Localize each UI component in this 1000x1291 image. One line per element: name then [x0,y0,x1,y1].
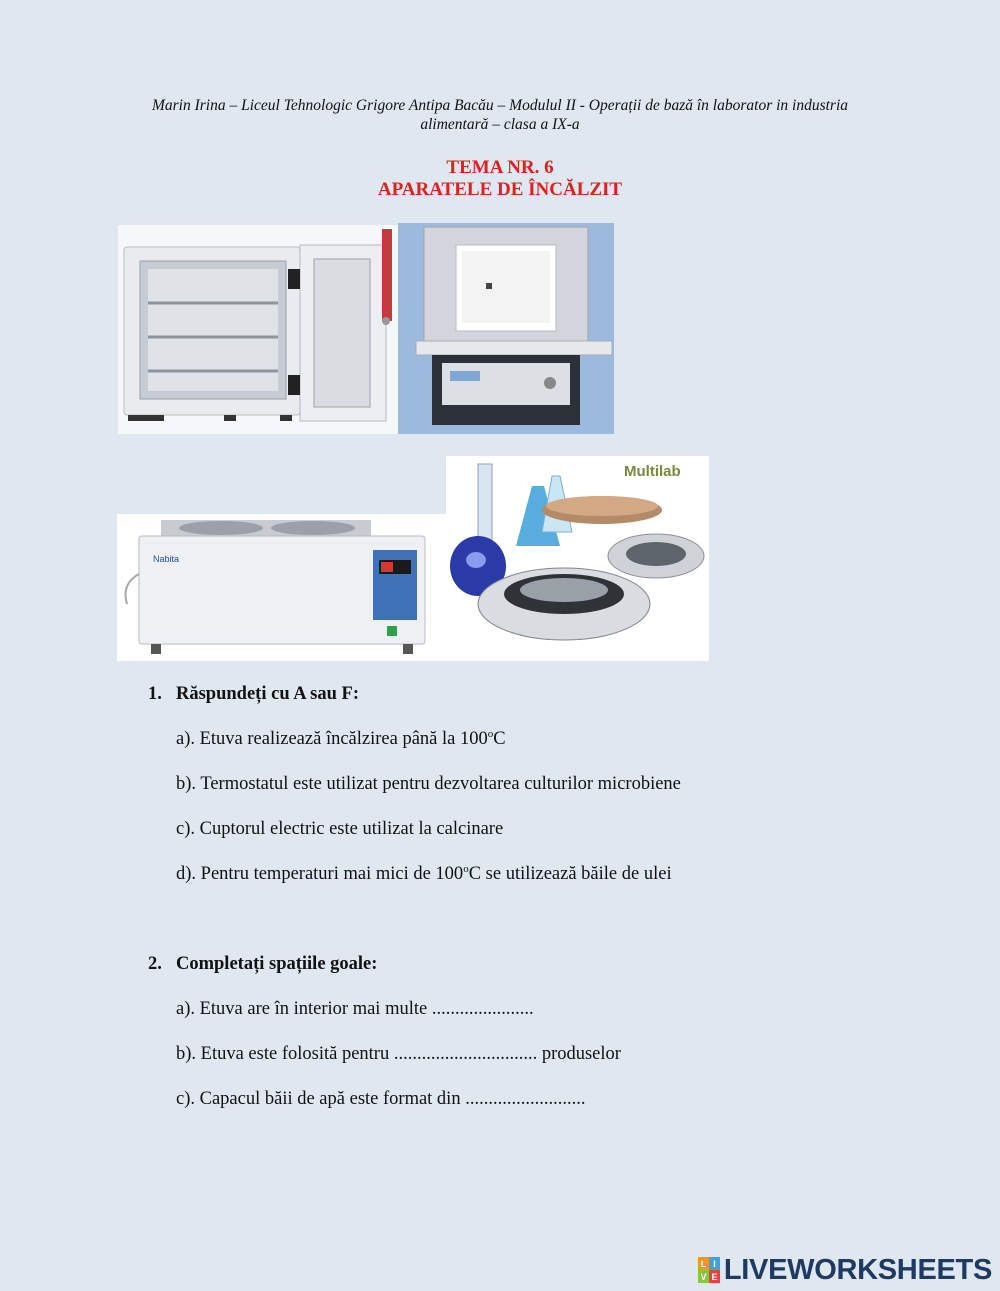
item-b-text: b). Termostatul este utilizat pentru dezvoltarea culturilor microbiene [176,774,681,794]
item-c-text: c). Cuptorul electric este utilizat la calcinare [176,819,504,839]
question-1-number: 1. [148,684,162,704]
muffle-furnace-image [398,223,614,434]
question-1-heading [148,684,359,705]
svg-text:I: I [713,1259,716,1269]
degree-sign: o [463,863,469,875]
question-1-item-a [176,729,506,750]
liveworksheets-logo [698,1253,992,1287]
svg-text:V: V [700,1272,707,1282]
question-2-number: 2. [148,954,162,974]
item-d-text: d). Pentru temperaturi mai mici de 100 [176,864,464,884]
title-line-2: APARATELE DE ÎNCĂLZIT [377,179,623,200]
question-1-text: Răspundeți cu A sau F: [176,684,359,704]
question-2-item-c: c). Capacul băii de apă este format din .......................... [176,1089,586,1109]
multilab-logo-text: Multilab [624,463,681,480]
question-2-text: Completați spațiile goale: [176,954,378,974]
question-2-item-a: a). Etuva are în interior mai multe ...................... [176,999,534,1019]
header-line-1: Marin Irina – Liceul Tehnologic Grigore Antipa Bacău – Modulul II - Operații de bază în laborator in industria [151,97,849,114]
live-badge-icon [698,1257,720,1283]
heating-mantles-image [446,456,709,661]
waterbath-brand-label: Nabita [153,554,180,564]
question-1-item-b [176,774,681,795]
question-1-item-c [176,819,503,840]
water-bath-image [117,514,447,661]
question-2-item-b: b). Etuva este folosită pentru ............................... produselor [176,1044,621,1064]
question-1-item-d [176,864,672,885]
title-line-1: TEMA NR. 6 [446,157,554,178]
header-line-2: alimentară – clasa a IX-a [420,116,580,133]
svg-text:E: E [711,1272,718,1282]
question-2-heading [148,954,377,975]
document-header [120,96,880,134]
page-title [250,157,750,201]
item-d-tail: C se utilizează băile de ulei [468,864,672,884]
brand-name: LIVEWORKSHEETS [723,1253,992,1286]
item-a-unit: C [493,729,506,749]
drying-oven-image [118,225,398,434]
item-a-text: a). Etuva realizează încălzirea până la 100 [176,729,488,749]
svg-text:L: L [700,1259,707,1269]
degree-sign: o [487,728,494,740]
